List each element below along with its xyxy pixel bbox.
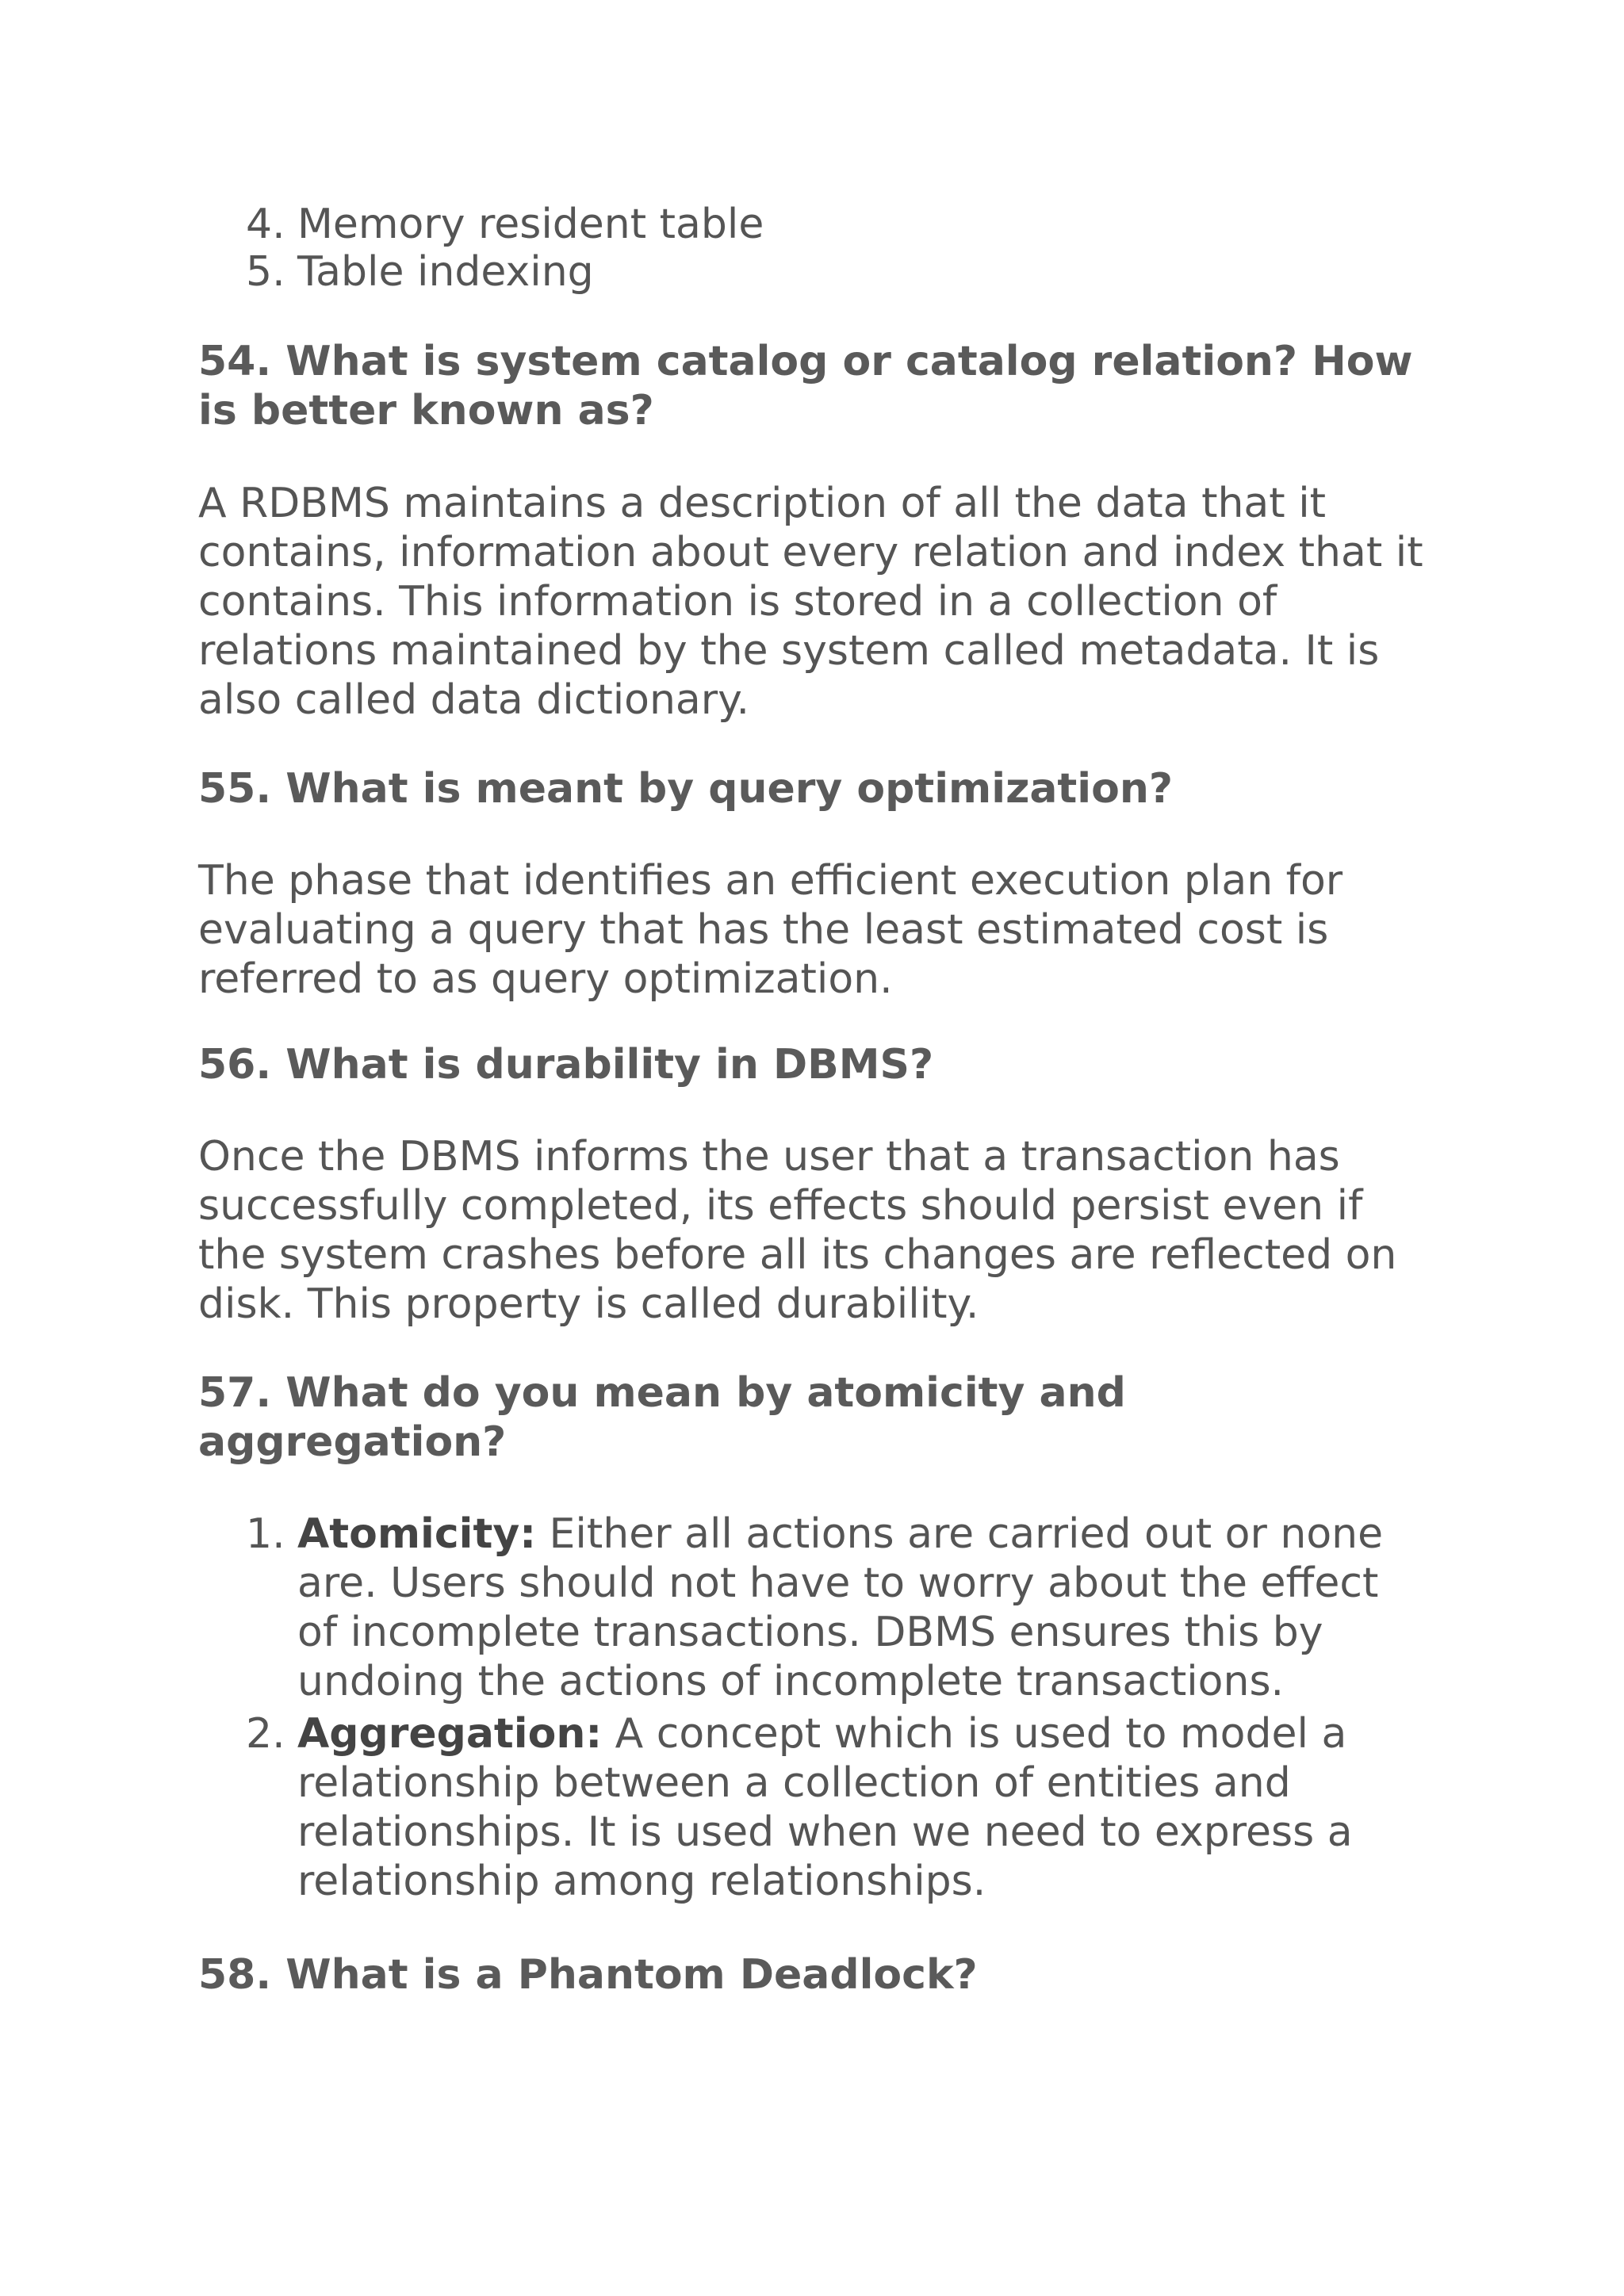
- answer-text: Once the DBMS informs the user that a transaction has successfully completed, its effects should persist even if the system crashes before all its changes are reflected on disk. This property is called durability.: [198, 1133, 1397, 1328]
- term-label: Atomicity:: [297, 1510, 537, 1558]
- question-57: [198, 1368, 1435, 1467]
- question-55: [198, 764, 1435, 813]
- list-number: 1.: [246, 1510, 285, 1558]
- list-number: 4.: [246, 201, 285, 248]
- list-text: Memory resident table: [297, 201, 764, 248]
- question-heading: 55. What is meant by query optimization?: [198, 765, 1174, 813]
- question-heading: 54. What is system catalog or catalog relation? How is better known as?: [198, 338, 1413, 434]
- list-number: 5.: [246, 248, 285, 296]
- answer-55: [198, 856, 1435, 1004]
- answer-text: The phase that identifies an efficient execution plan for evaluating a query that has the least estimated cost is referred to as query optimization.: [198, 857, 1343, 1003]
- question-58: [198, 1950, 1435, 1999]
- question-heading: 56. What is durability in DBMS?: [198, 1041, 934, 1089]
- answer-text: A RDBMS maintains a description of all the data that it contains, information about every relation and index that it contains. This information is stored in a collection of relations maintained by the system called metadata. It is also called data dictionary.: [198, 480, 1423, 724]
- list-text: Table indexing: [297, 248, 594, 296]
- question-56: [198, 1040, 1435, 1089]
- answer-56: [198, 1132, 1435, 1329]
- term-description: A concept which is used to model a relationship between a collection of entities and relationships. It is used when we need to express a relationship among relationships.: [297, 1710, 1353, 1905]
- answer-54: [198, 479, 1435, 725]
- list-number: 2.: [246, 1710, 285, 1758]
- term-description: Either all actions are carried out or none are. Users should not have to worry about the effect of incomplete transactions. DBMS ensures this by undoing the actions of incomplete transactions.: [297, 1510, 1384, 1705]
- list-text: [297, 1709, 1455, 1906]
- question-heading: 58. What is a Phantom Deadlock?: [198, 1951, 978, 1999]
- term-label: Aggregation:: [297, 1710, 603, 1758]
- list-text: [297, 1510, 1455, 1706]
- question-heading: 57. What do you mean by atomicity and aggregation?: [198, 1369, 1126, 1466]
- question-54: [198, 337, 1435, 435]
